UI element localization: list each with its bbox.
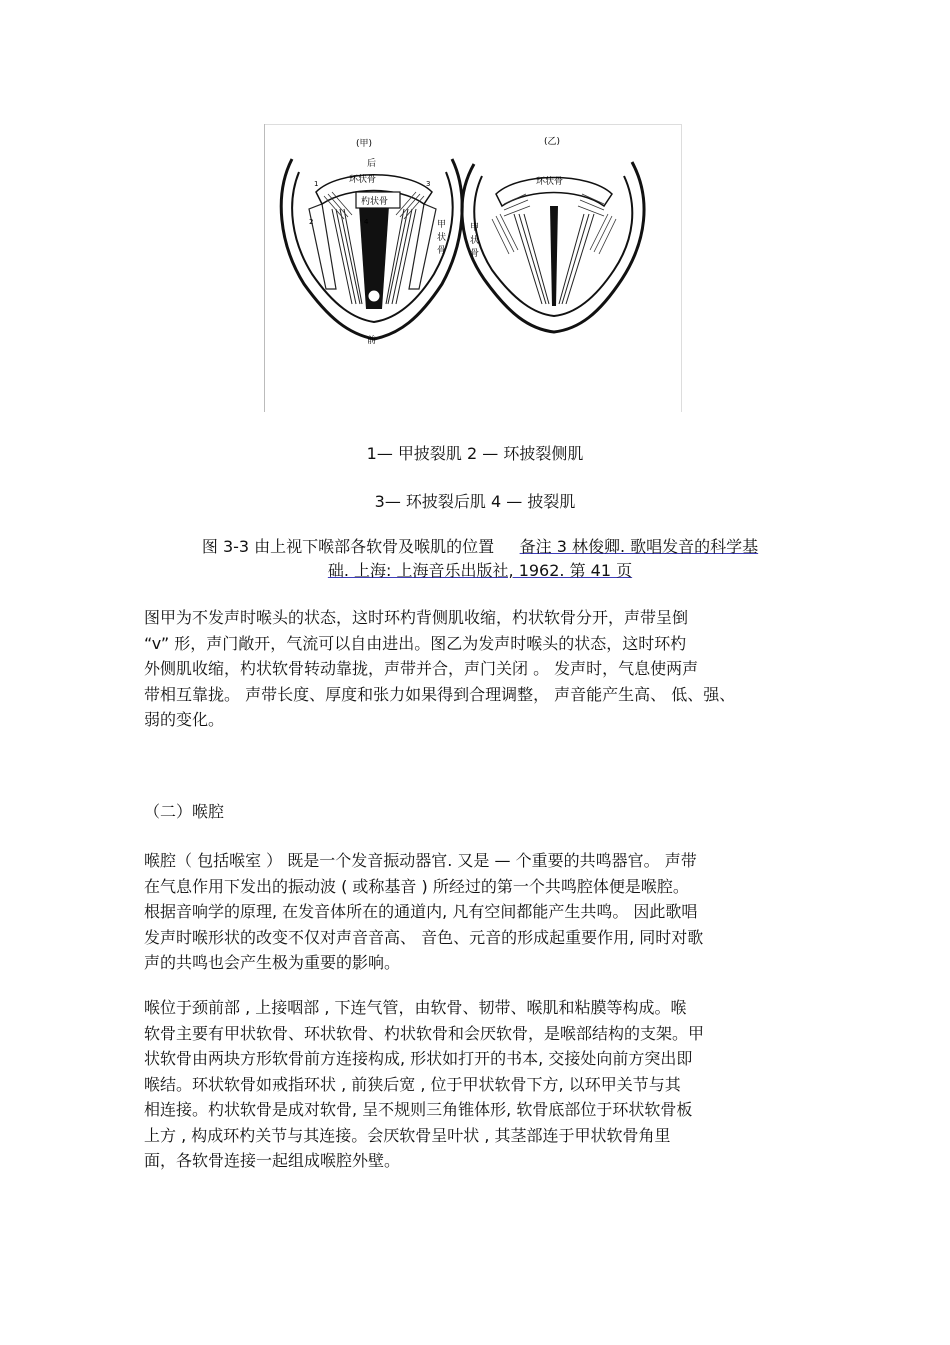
paragraph-line: “v” 形，声门敞开，气流可以自由进出。图乙为发声时喉头的状态，这时环杓 (144, 633, 687, 653)
num-label-4: 4 (364, 218, 369, 226)
citation-link-part2[interactable]: 础. 上海: 上海音乐出版社, 1962. 第 41 页 (327, 561, 633, 580)
arytenoid-label-left: 杓状骨 (361, 197, 389, 207)
num-label-1: 1 (314, 180, 319, 188)
thyroid-left-char-2: 状 (437, 233, 447, 243)
figure-legend-line-1: 1— 甲披裂肌 2 — 环披裂侧肌 (366, 444, 584, 463)
thyroid-right-char-3: 骨 (470, 249, 480, 259)
diagram-right (462, 136, 644, 332)
right-figure-label: (乙) (544, 137, 561, 147)
paragraph-line: 弱的变化。 (144, 710, 225, 729)
paragraph-line: 喉结。环状软骨如戒指环状 , 前狭后宽 , 位于甲状软骨下方, 以环甲关节与其 (144, 1074, 681, 1094)
figure-caption (150, 535, 810, 583)
paragraph-line: 在气息作用下发出的振动波 ( 或称基音 ) 所经过的第一个共鸣腔体便是喉腔。 (144, 876, 689, 896)
larynx-figure (264, 124, 682, 412)
section-heading: （二）喉腔 (144, 802, 225, 821)
cricoid-label-right: 环状骨 (536, 177, 564, 187)
left-figure-label: (甲) (356, 139, 373, 149)
back-label: 后 (367, 159, 377, 169)
cricoid-label-left: 环状骨 (349, 175, 377, 185)
paragraph-larynx-anatomy (144, 995, 814, 1174)
paragraph-line: 喉腔（ 包括喉室 ） 既是一个发音振动器官. 又是 — 个重要的共鸣器官。 声带 (144, 851, 697, 870)
paragraph-line: 面，各软骨连接一起组成喉腔外壁。 (144, 1151, 401, 1170)
paragraph-line: 带相互靠拢。 声带长度、厚度和张力如果得到合理调整， 声音能产生高、 低、强、 (144, 684, 736, 704)
larynx-diagram (264, 124, 682, 412)
paragraph-line: 根据音响学的原理, 在发音体所在的通道内, 凡有空间都能产生共鸣。 因此歌唱 (144, 902, 698, 921)
num-label-2: 2 (309, 218, 314, 226)
figure-legend-line-2: 3— 环披裂后肌 4 — 披裂肌 (374, 492, 576, 511)
paragraph-line: 相连接。杓状软骨是成对软骨, 呈不规则三角锥体形, 软骨底部位于环状软骨板 (144, 1100, 693, 1119)
paragraph-line: 状软骨由两块方形软骨前方连接构成, 形状如打开的书本, 交接处向前方突出即 (144, 1049, 693, 1068)
front-label: 前 (367, 336, 377, 346)
paragraph-glottis-states (144, 605, 814, 733)
diagram-left (281, 138, 462, 346)
thyroid-left-char-1: 甲 (437, 220, 447, 230)
citation-link-part1[interactable]: 备注 3 林俊卿. 歌唱发音的科学基 (519, 537, 759, 556)
paragraph-line: 发声时喉形状的改变不仅对声音音高、 音色、元音的形成起重要作用, 同时对歌 (144, 927, 704, 947)
paragraph-line: 上方 , 构成环杓关节与其连接。会厌软骨呈叶状 , 其茎部连于甲状软骨角里 (144, 1125, 671, 1145)
paragraph-line: 喉位于颈前部 , 上接咽部 , 下连气管，由软骨、韧带、喉肌和粘膜等构成。喉 (144, 998, 687, 1017)
paragraph-line: 声的共鸣也会产生极为重要的影响。 (144, 953, 401, 972)
thyroid-right-char-1: 甲 (470, 223, 480, 233)
thyroid-right-char-2: 状 (470, 236, 480, 246)
paragraph-line: 图甲为不发声时喉头的状态，这时环杓背侧肌收缩，杓状软骨分开，声带呈倒 (144, 608, 689, 627)
paragraph-larynx-cavity (144, 848, 814, 976)
caption-text: 图 3-3 由上视下喉部各软骨及喉肌的位置 (201, 537, 495, 556)
paragraph-line: 外侧肌收缩，杓状软骨转动靠拢，声带并合，声门关闭 。 发声时，气息使两声 (144, 659, 699, 678)
num-label-3: 3 (426, 180, 431, 188)
thyroid-left-char-3: 骨 (437, 246, 447, 256)
paragraph-line: 软骨主要有甲状软骨、环状软骨、杓状软骨和会厌软骨，是喉部结构的支架。甲 (144, 1023, 705, 1043)
